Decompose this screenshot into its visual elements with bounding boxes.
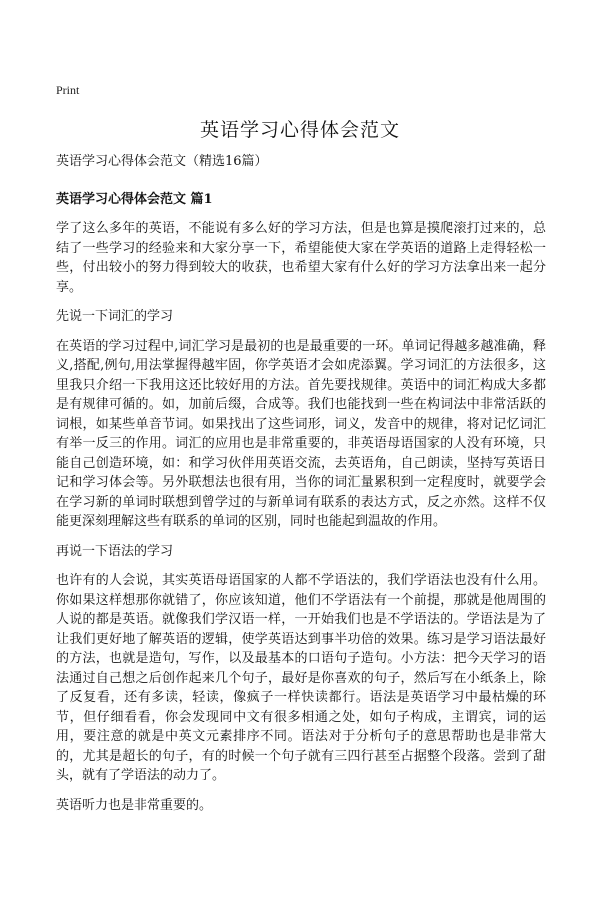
article-body — [56, 152, 546, 825]
print-link[interactable]: Print — [56, 83, 80, 97]
section-heading: 英语学习心得体会范文 篇1 — [56, 191, 213, 207]
grammar-paragraph: 也许有的人会说，其实英语母语国家的人都不学语法的，我们学语法也没有什么用。你如果这样想那你就错了，你应该知道，他们不学语法有一个前提，那就是他周围的人说的都是英语。就像我们学汉语一样，一开始我们也是不学语法的。学语法是为了让我们更好地了解英语的逻辑，使学英语达到事半功倍的效果。练习是学习语法最好的方法，也就是造句，写作，以及最基本的口语句子造句。小方法：把今天学习的语法通过自己想之后创作起来几个句子，最好是你喜欢的句子，然后写在小纸条上，除了反复看，还有多读，轻读，像疯子一样快读都行。语法是英语学习中最枯燥的环节，但仔细看看，你会发现同中文有很多相通之处，如句子构成，主谓宾，词的运用，要注意的就是中英文元素排序不同。语法对于分析句子的意思帮助也是非常大的，尤其是超长的句子，有的时候一个句子就有三四行甚至占据整个段落。尝到了甜头，就有了学语法的动力了。 — [56, 573, 546, 783]
vocab-paragraph: 在英语的学习过程中,词汇学习是最初的也是最重要的一环。单词记得越多越准确，释义,搭配,例句,用法掌握得越牢固，你学英语才会如虎添翼。学习词汇的方法很多，这里我只介绍一下我用这还比较好用的方法。首先要找规律。英语中的词汇构成大多都是有规律可循的。如，加前后缀，合成等。我们也能找到一些在构词法中非常活跃的词根，如某些单音节词。如果找出了这些词形，词义，发音中的规律，将对记忆词汇有举一反三的作用。词汇的应用也是非常重要的，非英语母语国家的人没有环境，只能自己创造环境，如：和学习伙伴用英语交流，去英语角，自己朗读，坚持写英语日记和学习体会等。另外联想法也很有用，当你的词汇量累积到一定程度时，就要学会在学习新的单词时联想到曾学过的与新单词有联系的表达方式，反之亦然。这样不仅能更深刻理解这些有联系的单词的区别，同时也能起到温故的作用。 — [56, 338, 546, 529]
page-title: 英语学习心得体会范文 — [199, 119, 400, 141]
article-subtitle: 英语学习心得体会范文（精选16篇） — [56, 154, 268, 169]
intro-paragraph: 学了这么多年的英语，不能说有多么好的学习方法，但是也算是摸爬滚打过来的，总结了一些学习的经验来和大家分享一下，希望能使大家在学英语的道路上走得轻松一些，付出较小的努力得到较大的收获，也希望大家有什么好的学习方法拿出来一起分享。 — [56, 221, 546, 295]
listening-paragraph: 英语听力也是非常重要的。 — [56, 797, 213, 813]
vocab-heading: 先说一下词汇的学习 — [56, 309, 174, 324]
grammar-heading: 再说一下语法的学习 — [56, 543, 174, 559]
